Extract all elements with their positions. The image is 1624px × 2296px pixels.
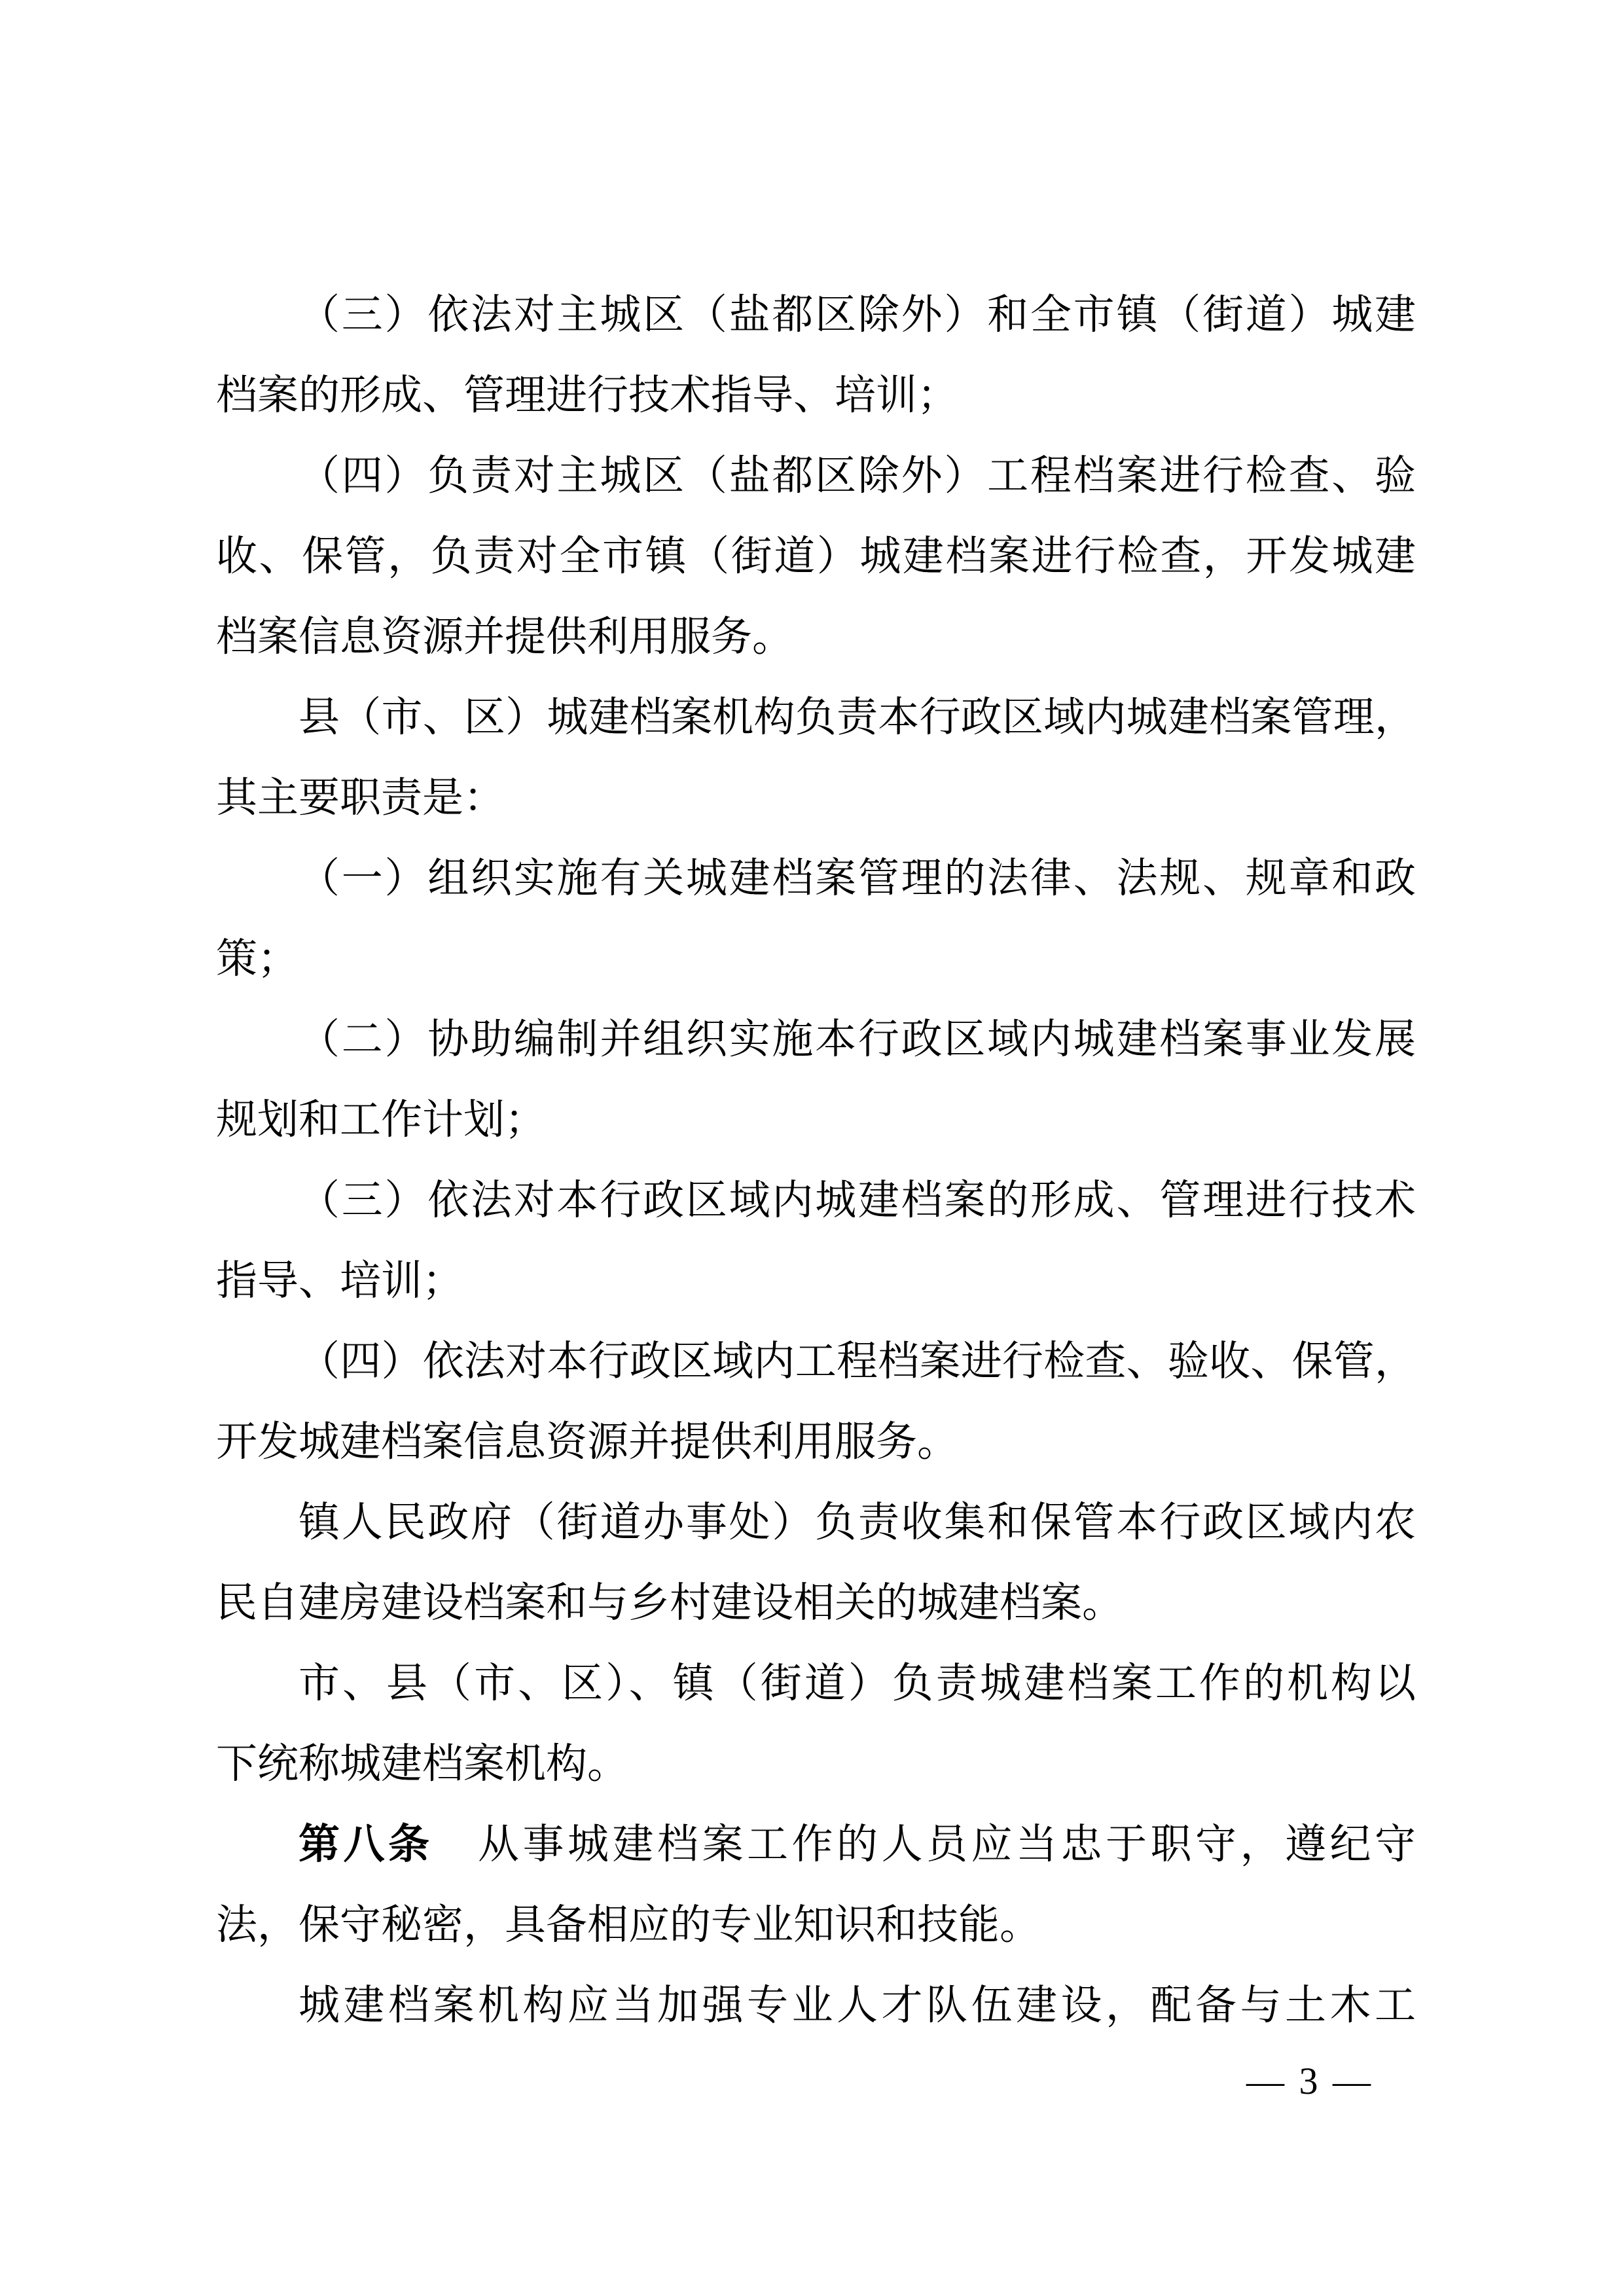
text-line: （三）依法对本行政区域内城建档案的形成、管理进行技术 bbox=[298, 1177, 1416, 1223]
paragraph bbox=[216, 1482, 1416, 1643]
text-line: 收、保管，负责对全市镇（街道）城建档案进行检查，开发城建 bbox=[216, 533, 1416, 579]
paragraph bbox=[216, 275, 1416, 436]
page-number: — 3 — bbox=[1246, 2060, 1373, 2102]
text-line: 策； bbox=[216, 936, 298, 982]
text-line: （二）协助编制并组织实施本行政区域内城建档案事业发展 bbox=[298, 1016, 1416, 1062]
text-line: 档案信息资源并提供利用服务。 bbox=[216, 614, 793, 660]
text-line: 指导、培训； bbox=[216, 1258, 463, 1304]
text-line bbox=[216, 1804, 1416, 1885]
article-number: 第八条 bbox=[298, 1821, 433, 1867]
paragraph bbox=[216, 677, 1416, 838]
text-line: 法，保守秘密，具备相应的专业知识和技能。 bbox=[216, 1902, 1041, 1948]
paragraph-article-8 bbox=[216, 1804, 1416, 1965]
paragraph bbox=[216, 1321, 1416, 1482]
paragraph bbox=[216, 999, 1416, 1160]
text-line: （四）依法对本行政区域内工程档案进行检查、验收、保管， bbox=[298, 1338, 1416, 1384]
paragraph bbox=[216, 436, 1416, 677]
paragraph bbox=[216, 838, 1416, 999]
paragraph bbox=[216, 1643, 1416, 1804]
text-line: 规划和工作计划； bbox=[216, 1097, 546, 1143]
paragraph bbox=[216, 1965, 1416, 2046]
paragraph bbox=[216, 1160, 1416, 1321]
text-line: 城建档案机构应当加强专业人才队伍建设，配备与土木工 bbox=[298, 1982, 1416, 2028]
article-text: 从事城建档案工作的人员应当忠于职守，遵纪守 bbox=[433, 1821, 1416, 1867]
text-line: （一）组织实施有关城建档案管理的法律、法规、规章和政 bbox=[298, 855, 1416, 901]
text-line: 县（市、区）城建档案机构负责本行政区域内城建档案管理， bbox=[298, 694, 1416, 740]
text-line: 民自建房建设档案和与乡村建设相关的城建档案。 bbox=[216, 1580, 1123, 1626]
text-line: 档案的形成、管理进行技术指导、培训； bbox=[216, 372, 958, 418]
text-line: （三）依法对主城区（盐都区除外）和全市镇（街道）城建 bbox=[298, 292, 1416, 338]
text-line: 市、县（市、区）、镇（街道）负责城建档案工作的机构以 bbox=[298, 1660, 1416, 1706]
text-line: 镇人民政府（街道办事处）负责收集和保管本行政区域内农 bbox=[298, 1499, 1416, 1545]
text-line: 下统称城建档案机构。 bbox=[216, 1741, 628, 1787]
text-line: （四）负责对主城区（盐都区除外）工程档案进行检查、验 bbox=[298, 453, 1416, 499]
text-line: 开发城建档案信息资源并提供利用服务。 bbox=[216, 1419, 958, 1465]
text-line: 其主要职责是： bbox=[216, 775, 505, 821]
document-body bbox=[216, 275, 1416, 2046]
